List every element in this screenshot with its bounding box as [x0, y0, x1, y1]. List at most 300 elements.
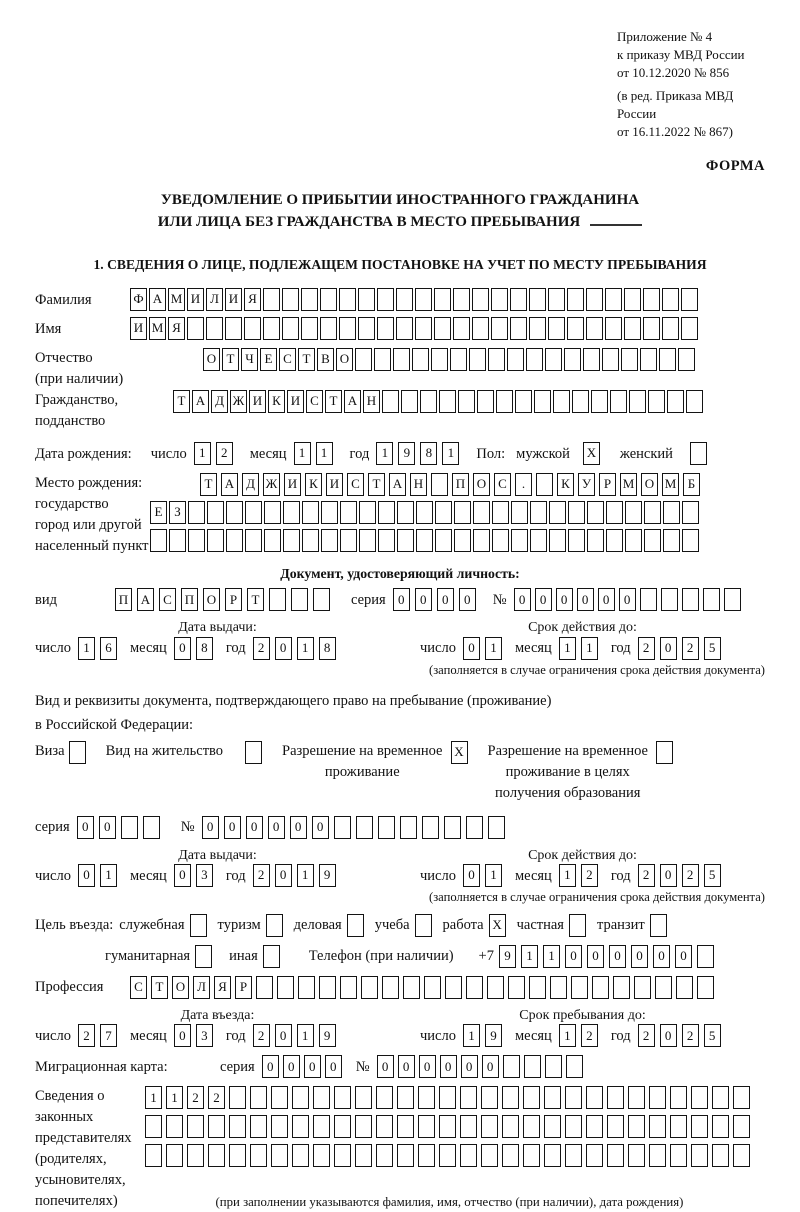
char-cell	[190, 914, 207, 937]
char-cell	[434, 317, 451, 340]
char-cell	[356, 816, 373, 839]
visa-label: Виза	[35, 742, 65, 759]
patronymic-label: Отчество (при наличии)	[35, 350, 124, 388]
char-cell	[415, 288, 432, 311]
char-cell	[564, 348, 581, 371]
char-cell: П	[452, 473, 469, 496]
char-cell	[415, 317, 432, 340]
char-cell: 5	[704, 864, 721, 887]
char-cell	[453, 317, 470, 340]
char-cell	[374, 348, 391, 371]
char-cell	[650, 914, 667, 937]
char-cell	[473, 501, 490, 524]
char-cell: 2	[638, 1024, 655, 1047]
char-cell: 1	[485, 864, 502, 887]
char-cell	[492, 529, 509, 552]
stay-doc-date-labels	[35, 847, 765, 865]
char-cell	[416, 529, 433, 552]
birth-year-cells	[376, 442, 464, 465]
char-cell: С	[494, 473, 511, 496]
business-label: деловая	[293, 917, 342, 934]
surname-label: Фамилия	[35, 291, 92, 308]
char-cell	[567, 317, 584, 340]
char-cell: И	[326, 473, 343, 496]
char-cell	[661, 588, 678, 611]
char-cell: 7	[100, 1024, 117, 1047]
char-cell	[524, 1055, 541, 1078]
char-cell	[492, 501, 509, 524]
char-cell: 9	[398, 442, 415, 465]
char-cell	[358, 288, 375, 311]
char-cell	[583, 348, 600, 371]
char-cell	[439, 1115, 456, 1138]
char-cell: 0	[174, 864, 191, 887]
char-cell	[301, 288, 318, 311]
char-cell	[496, 390, 513, 413]
identity-issue-month-cells	[174, 637, 218, 660]
char-cell	[263, 945, 280, 968]
char-cell	[670, 1086, 687, 1109]
char-cell	[302, 501, 319, 524]
char-cell	[358, 317, 375, 340]
profession-label: Профессия	[35, 979, 104, 996]
char-cell	[207, 501, 224, 524]
stay-series-label: серия	[35, 819, 70, 836]
char-cell	[670, 1115, 687, 1138]
char-cell	[145, 1144, 162, 1167]
representatives-rows	[145, 1086, 754, 1211]
birth-place-row2-cells	[150, 501, 701, 524]
char-cell	[266, 914, 283, 937]
char-cell	[523, 1115, 540, 1138]
char-cell: О	[203, 588, 220, 611]
citizenship-row	[35, 390, 765, 432]
stay-until-day-cells	[463, 1024, 507, 1047]
doc-number-sign: №	[492, 591, 507, 608]
char-cell	[586, 1115, 603, 1138]
char-cell	[396, 288, 413, 311]
char-cell	[376, 1115, 393, 1138]
profession-cells	[130, 976, 718, 999]
given-name-row	[35, 317, 765, 340]
char-cell	[334, 1144, 351, 1167]
char-cell	[663, 501, 680, 524]
char-cell: 1	[559, 637, 576, 660]
char-cell	[401, 390, 418, 413]
char-cell	[355, 1144, 372, 1167]
char-cell: Т	[368, 473, 385, 496]
char-cell	[377, 317, 394, 340]
char-cell: Ж	[263, 473, 280, 496]
char-cell: 0	[224, 816, 241, 839]
char-cell	[526, 348, 543, 371]
char-cell	[355, 1086, 372, 1109]
char-cell	[431, 473, 448, 496]
char-cell	[229, 1144, 246, 1167]
stay-until-year-cells	[638, 1024, 726, 1047]
char-cell	[397, 1144, 414, 1167]
char-cell	[488, 348, 505, 371]
transit-checkbox	[650, 914, 669, 937]
birth-month-cells	[294, 442, 338, 465]
stay-doc-dates-row	[35, 864, 765, 887]
entry-date: число 2 7 месяц 0 3 год 2 0 1 9	[35, 1024, 380, 1047]
char-cell: 2	[682, 1024, 699, 1047]
char-cell	[397, 501, 414, 524]
char-cell: 1	[145, 1086, 162, 1109]
char-cell	[422, 816, 439, 839]
char-cell: 1	[559, 1024, 576, 1047]
forma-label: ФОРМА	[705, 158, 765, 174]
stay-until-label: Срок пребывания до:	[519, 1007, 646, 1023]
char-cell	[250, 1144, 267, 1167]
char-cell	[634, 976, 651, 999]
char-cell: М	[620, 473, 637, 496]
representatives-note: (при заполнении указываются фамилия, имя, отчество (при наличии), дата рождения)	[215, 1195, 684, 1210]
char-cell: 8	[420, 442, 437, 465]
char-cell	[568, 529, 585, 552]
char-cell	[271, 1115, 288, 1138]
char-cell: 2	[253, 864, 270, 887]
char-cell	[697, 976, 714, 999]
char-cell	[313, 588, 330, 611]
char-cell	[166, 1144, 183, 1167]
char-cell	[225, 317, 242, 340]
char-cell	[481, 1115, 498, 1138]
char-cell: 3	[196, 1024, 213, 1047]
char-cell	[553, 390, 570, 413]
char-cell	[477, 390, 494, 413]
char-cell	[453, 288, 470, 311]
other-label: иная	[229, 948, 258, 965]
char-cell	[544, 1115, 561, 1138]
char-cell	[605, 317, 622, 340]
char-cell	[226, 501, 243, 524]
char-cell	[396, 317, 413, 340]
char-cell	[187, 1115, 204, 1138]
stay-issue-month-cells	[174, 864, 218, 887]
form-title	[35, 189, 765, 233]
char-cell	[529, 317, 546, 340]
char-cell	[361, 976, 378, 999]
study-label: учеба	[374, 917, 410, 934]
char-cell: А	[149, 288, 166, 311]
char-cell: Т	[247, 588, 264, 611]
char-cell	[292, 1144, 309, 1167]
char-cell: 1	[463, 1024, 480, 1047]
char-cell	[643, 288, 660, 311]
char-cell: 0	[514, 588, 531, 611]
char-cell	[610, 390, 627, 413]
char-cell	[607, 1144, 624, 1167]
identity-doc-dates-row	[35, 637, 765, 660]
transit-label: транзит	[596, 917, 645, 934]
char-cell	[607, 1115, 624, 1138]
char-cell: И	[225, 288, 242, 311]
entry-dates-row	[35, 1024, 765, 1047]
char-cell	[378, 501, 395, 524]
char-cell	[434, 288, 451, 311]
char-cell	[460, 1086, 477, 1109]
char-cell	[264, 529, 281, 552]
char-cell	[206, 317, 223, 340]
birth-date-row	[35, 442, 765, 465]
stay-issue-day-cells	[78, 864, 122, 887]
char-cell	[378, 529, 395, 552]
migration-number-sign: №	[355, 1058, 370, 1075]
char-cell: 0	[290, 816, 307, 839]
form-title-line2: ИЛИ ЛИЦА БЕЗ ГРАЖДАНСТВА В МЕСТО ПРЕБЫВАНИЯ	[35, 211, 765, 233]
char-cell	[359, 529, 376, 552]
char-cell	[682, 529, 699, 552]
issue-date-label: Дата выдачи:	[178, 847, 257, 863]
official-checkbox	[190, 914, 209, 937]
char-cell	[271, 1086, 288, 1109]
char-cell	[416, 501, 433, 524]
char-cell	[733, 1144, 750, 1167]
form-title-line1: УВЕДОМЛЕНИЕ О ПРИБЫТИИ ИНОСТРАННОГО ГРАЖДАНИНА	[160, 192, 640, 209]
char-cell	[625, 529, 642, 552]
char-cell: 0	[99, 816, 116, 839]
char-cell: О	[203, 348, 220, 371]
given-name-label: Имя	[35, 320, 62, 337]
char-cell	[377, 288, 394, 311]
char-cell	[435, 501, 452, 524]
char-cell: М	[149, 317, 166, 340]
char-cell	[245, 741, 262, 764]
patronymic-cells	[203, 348, 697, 371]
title-blank-line	[590, 214, 642, 226]
char-cell	[445, 976, 462, 999]
char-cell: Ж	[230, 390, 247, 413]
migration-card-row	[35, 1055, 765, 1078]
char-cell	[678, 348, 695, 371]
char-cell	[586, 1086, 603, 1109]
char-cell	[682, 501, 699, 524]
char-cell	[339, 317, 356, 340]
char-cell	[397, 529, 414, 552]
char-cell: А	[389, 473, 406, 496]
identity-doc-title: Документ, удостоверяющий личность:	[280, 566, 520, 582]
char-cell	[606, 501, 623, 524]
char-cell: 0	[577, 588, 594, 611]
char-cell: 0	[262, 1055, 279, 1078]
char-cell	[523, 1144, 540, 1167]
char-cell: 1	[294, 442, 311, 465]
char-cell: 0	[78, 864, 95, 887]
profession-row	[35, 976, 765, 999]
char-cell: 1	[78, 637, 95, 660]
char-cell	[586, 1144, 603, 1167]
char-cell: 9	[319, 1024, 336, 1047]
char-cell	[491, 317, 508, 340]
char-cell	[382, 976, 399, 999]
char-cell	[643, 317, 660, 340]
char-cell: А	[344, 390, 361, 413]
char-cell: 9	[499, 945, 516, 968]
identity-issue-day-cells	[78, 637, 122, 660]
work-checkbox	[489, 914, 508, 937]
residence-permit-checkbox-group	[106, 741, 264, 764]
char-cell	[586, 317, 603, 340]
char-cell	[613, 976, 630, 999]
char-cell	[649, 1086, 666, 1109]
char-cell	[572, 390, 589, 413]
char-cell: 0	[304, 1055, 321, 1078]
char-cell	[313, 1144, 330, 1167]
surname-row	[35, 288, 765, 311]
char-cell: Т	[298, 348, 315, 371]
char-cell: 5	[704, 637, 721, 660]
char-cell	[628, 1086, 645, 1109]
char-cell: X	[451, 741, 468, 764]
char-cell: 0	[377, 1055, 394, 1078]
char-cell	[245, 529, 262, 552]
char-cell: С	[347, 473, 364, 496]
char-cell	[487, 976, 504, 999]
migration-series-cells	[262, 1055, 346, 1078]
char-cell	[491, 288, 508, 311]
char-cell	[662, 317, 679, 340]
char-cell	[655, 976, 672, 999]
visit-purpose-row1	[35, 914, 765, 937]
business-checkbox	[347, 914, 366, 937]
char-cell	[649, 1115, 666, 1138]
char-cell	[444, 816, 461, 839]
annex-edition-line: (в ред. Приказа МВД России	[617, 88, 734, 121]
identity-valid-year-cells	[638, 637, 726, 660]
char-cell: О	[172, 976, 189, 999]
char-cell	[420, 390, 437, 413]
char-cell: У	[578, 473, 595, 496]
char-cell	[460, 1144, 477, 1167]
char-cell: 0	[437, 588, 454, 611]
tourism-label: туризм	[217, 917, 261, 934]
char-cell	[567, 288, 584, 311]
char-cell	[292, 1086, 309, 1109]
char-cell	[529, 288, 546, 311]
phone-label: Телефон (при наличии)	[308, 948, 454, 965]
char-cell: А	[192, 390, 209, 413]
char-cell	[376, 1086, 393, 1109]
stay-doc-checkboxes	[35, 741, 765, 804]
char-cell: Л	[193, 976, 210, 999]
char-cell	[359, 501, 376, 524]
char-cell: О	[336, 348, 353, 371]
char-cell	[670, 1144, 687, 1167]
char-cell: 0	[77, 816, 94, 839]
char-cell	[515, 390, 532, 413]
char-cell	[667, 390, 684, 413]
char-cell	[733, 1115, 750, 1138]
char-cell	[628, 1144, 645, 1167]
visit-purpose-row2	[35, 945, 765, 968]
char-cell	[502, 1115, 519, 1138]
char-cell: Ч	[241, 348, 258, 371]
char-cell	[188, 529, 205, 552]
char-cell	[393, 348, 410, 371]
char-cell: 0	[461, 1055, 478, 1078]
char-cell: А	[221, 473, 238, 496]
char-cell: 1	[166, 1086, 183, 1109]
work-label: работа	[442, 917, 484, 934]
char-cell: Л	[206, 288, 223, 311]
char-cell	[691, 1115, 708, 1138]
char-cell	[334, 816, 351, 839]
entry-day-cells	[78, 1024, 122, 1047]
char-cell	[502, 1086, 519, 1109]
char-cell	[340, 501, 357, 524]
char-cell	[431, 348, 448, 371]
sex-male-checkbox	[583, 442, 602, 465]
char-cell: 1	[297, 1024, 314, 1047]
char-cell	[334, 1115, 351, 1138]
char-cell: И	[187, 288, 204, 311]
char-cell: А	[137, 588, 154, 611]
char-cell	[298, 976, 315, 999]
char-cell: 0	[174, 1024, 191, 1047]
char-cell: И	[249, 390, 266, 413]
char-cell: 1	[316, 442, 333, 465]
char-cell	[510, 317, 527, 340]
representatives-block	[35, 1086, 765, 1212]
char-cell: 1	[543, 945, 560, 968]
char-cell	[460, 1115, 477, 1138]
sex-male-label: мужской	[516, 445, 570, 462]
char-cell: 2	[253, 1024, 270, 1047]
char-cell: 0	[275, 864, 292, 887]
char-cell: 1	[559, 864, 576, 887]
char-cell	[712, 1086, 729, 1109]
representatives-row3-cells	[145, 1144, 754, 1167]
entry-year-cells	[253, 1024, 341, 1047]
char-cell	[195, 945, 212, 968]
char-cell	[566, 1055, 583, 1078]
private-checkbox	[569, 914, 588, 937]
char-cell	[256, 976, 273, 999]
char-cell	[439, 1086, 456, 1109]
temp-residence-checkbox-group	[282, 741, 469, 783]
char-cell: С	[279, 348, 296, 371]
sex-female-label: женский	[619, 445, 673, 462]
validity-note: (заполняется в случае ограничения срока действия документа)	[429, 662, 765, 677]
char-cell	[263, 317, 280, 340]
stay-number-sign: №	[180, 819, 195, 836]
visa-checkbox-group	[35, 741, 88, 764]
char-cell	[549, 501, 566, 524]
doc-series-label: серия	[351, 591, 386, 608]
char-cell	[187, 317, 204, 340]
migration-series-label: серия	[220, 1058, 255, 1075]
char-cell: 2	[581, 864, 598, 887]
entry-month-cells	[174, 1024, 218, 1047]
char-cell: 1	[442, 442, 459, 465]
char-cell: 0	[587, 945, 604, 968]
char-cell	[439, 390, 456, 413]
stay-until-date: число 1 9 месяц 1 2 год 2 0 2 5	[380, 1024, 765, 1047]
char-cell	[188, 501, 205, 524]
char-cell	[264, 501, 281, 524]
char-cell	[412, 348, 429, 371]
char-cell: Д	[211, 390, 228, 413]
char-cell: Р	[225, 588, 242, 611]
residence-permit-label: Вид на жительство	[105, 742, 224, 759]
identity-valid-day-cells	[463, 637, 507, 660]
char-cell	[320, 288, 337, 311]
phone-cells	[499, 945, 719, 968]
char-cell	[621, 348, 638, 371]
char-cell: 0	[609, 945, 626, 968]
